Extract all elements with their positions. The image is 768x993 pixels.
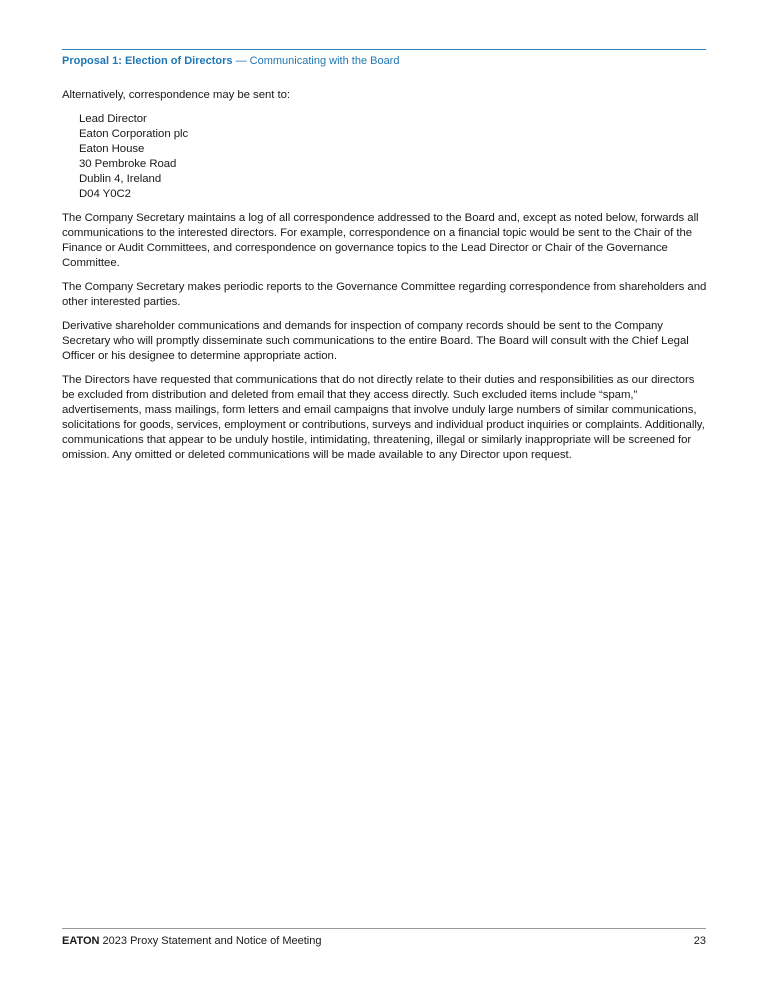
header-rule	[62, 49, 706, 50]
address-line: 30 Pembroke Road	[79, 158, 177, 170]
address-line: Dublin 4, Ireland	[79, 173, 162, 185]
header-separator: —	[232, 55, 250, 67]
body-paragraph: The Company Secretary makes periodic reports to the Governance Committee regarding correspondence from shareholders and other interested parties.	[62, 281, 707, 308]
footer-title	[62, 934, 321, 948]
mailing-address	[79, 112, 710, 202]
footer-rule	[62, 928, 706, 929]
page-number: 23	[693, 935, 706, 947]
address-line: Lead Director	[79, 113, 147, 125]
page-content	[62, 88, 710, 472]
address-line: D04 Y0C2	[79, 188, 131, 200]
subsection-title: Communicating with the Board	[249, 55, 400, 67]
body-paragraph: Derivative shareholder communications and demands for inspection of company records should be sent to the Company Secretary who will promptly disseminate such communications to the entire Board. The Board will consult with the Chief Legal Officer or his designee to determine appropriate action.	[62, 320, 689, 362]
body-paragraph: The Directors have requested that communications that do not directly relate to their duties and responsibilities as our directors be excluded from distribution and deleted from email that they access directly. Such excluded items include “spam,” advertisements, mass mailings, form letters and email campaigns that involve unduly large numbers of similar communications, solicitations for goods, services, employment or contributions, surveys and individual product inquiries or complaints. Additionally, communications that appear to be unduly hostile, intimidating, threatening, illegal or similarly inappropriate will be screened for omission. Any omitted or deleted communications will be made available to any Director upon request.	[62, 374, 705, 461]
address-line: Eaton House	[79, 143, 145, 155]
body-paragraph: The Company Secretary maintains a log of all correspondence addressed to the Board and, except as noted below, forwards all communications to the interested directors. For example, correspondence on a financial topic would be sent to the Chair of the Finance or Audit Committees, and correspondence on governance topics to the Lead Director or Chair of the Governance Committee.	[62, 212, 699, 269]
footer-brand: EATON	[62, 935, 100, 947]
intro-paragraph: Alternatively, correspondence may be sent to:	[62, 89, 291, 101]
footer-document-title: 2023 Proxy Statement and Notice of Meeting	[99, 935, 322, 947]
section-title: Proposal 1: Election of Directors	[62, 55, 233, 67]
address-line: Eaton Corporation plc	[79, 128, 189, 140]
running-header	[62, 54, 399, 68]
